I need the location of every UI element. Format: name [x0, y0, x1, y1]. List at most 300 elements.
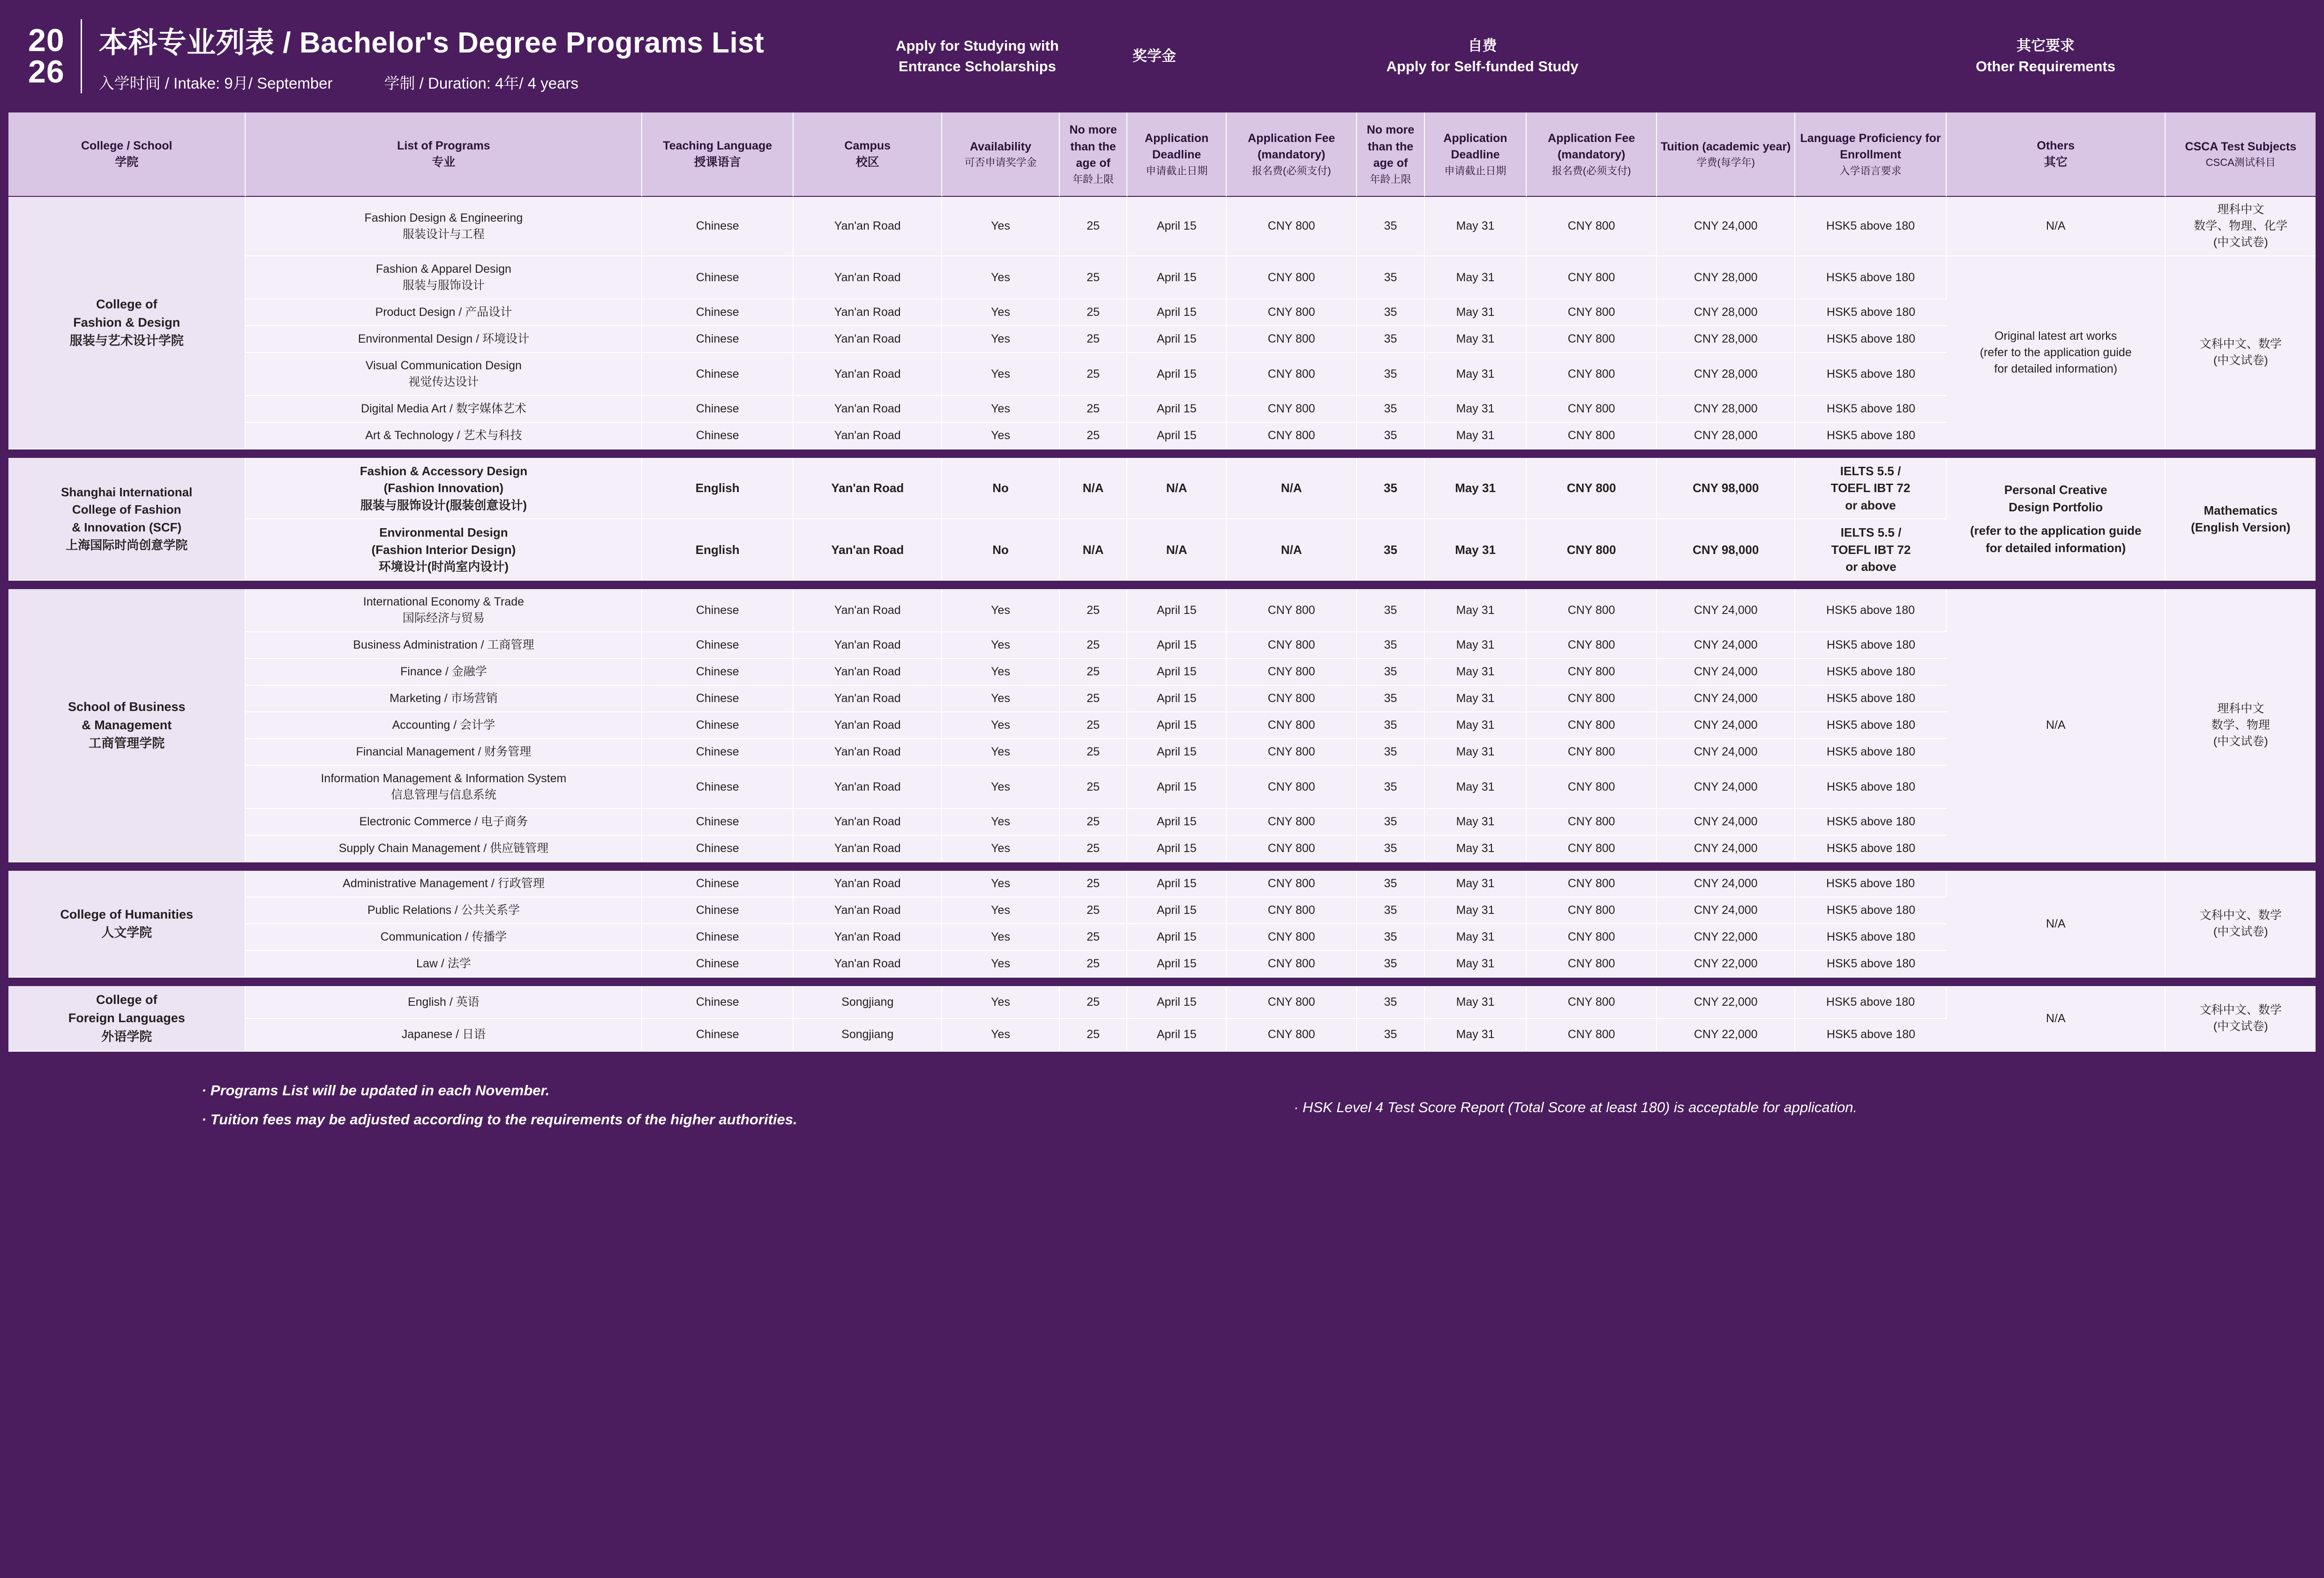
scholarship-availability-cell: Yes — [942, 766, 1059, 809]
scholarship-availability-cell: No — [942, 458, 1059, 519]
teaching-language-cell: Chinese — [642, 836, 794, 862]
campus-cell: Yan'an Road — [794, 739, 942, 766]
duration-text: 学制 / Duration: 4年/ 4 years — [384, 75, 578, 92]
program-name-cell: Communication / 传播学 — [246, 924, 642, 951]
program-name-cell: Art & Technology / 艺术与科技 — [246, 423, 642, 449]
language-proficiency-cell: HSK5 above 180 — [1795, 353, 1947, 396]
teaching-language-cell: Chinese — [642, 353, 794, 396]
tuition-cell: CNY 24,000 — [1657, 589, 1795, 632]
col-header-campus: Campus 校区 — [794, 112, 942, 197]
table-row[interactable] — [8, 458, 2316, 519]
language-proficiency-cell: HSK5 above 180 — [1795, 423, 1947, 449]
header-row — [8, 112, 2316, 197]
teaching-language-cell: Chinese — [642, 809, 794, 836]
col-header-others: Others 其它 — [1947, 112, 2166, 197]
scholarship-deadline-cell: April 15 — [1127, 632, 1226, 659]
selffunded-deadline-cell: May 31 — [1425, 659, 1527, 686]
group-spacer — [8, 581, 2316, 589]
campus-cell: Yan'an Road — [794, 589, 942, 632]
scholarship-deadline-cell: April 15 — [1127, 712, 1226, 739]
programs-table — [8, 112, 2316, 1052]
selffunded-application-fee-cell: CNY 800 — [1527, 897, 1657, 924]
program-name-cell: Fashion & Apparel Design 服装与服饰设计 — [246, 256, 642, 299]
teaching-language-cell: Chinese — [642, 986, 794, 1019]
language-proficiency-cell: HSK5 above 180 — [1795, 197, 1947, 256]
scholarship-age-limit-cell: N/A — [1060, 519, 1128, 581]
selffunded-age-limit-cell: 35 — [1357, 739, 1425, 766]
selffunded-deadline-cell: May 31 — [1425, 836, 1527, 862]
scholarship-availability-cell: Yes — [942, 686, 1059, 712]
group-spacer — [8, 862, 2316, 871]
footer-notes-left — [28, 1076, 1294, 1134]
selffunded-age-limit-cell: 35 — [1357, 197, 1425, 256]
teaching-language-cell: Chinese — [642, 739, 794, 766]
selffunded-age-limit-cell: 35 — [1357, 299, 1425, 326]
scholarship-age-limit-cell: 25 — [1060, 924, 1128, 951]
campus-cell: Yan'an Road — [794, 256, 942, 299]
language-proficiency-cell: HSK5 above 180 — [1795, 739, 1947, 766]
spacer-cell — [8, 449, 2316, 458]
page-title: 本科专业列表 / Bachelor's Degree Programs List — [98, 27, 765, 59]
campus-cell: Yan'an Road — [794, 924, 942, 951]
selffunded-age-limit-cell: 35 — [1357, 766, 1425, 809]
scholarship-availability-cell: Yes — [942, 589, 1059, 632]
program-name-cell: International Economy & Trade 国际经济与贸易 — [246, 589, 642, 632]
selffunded-age-limit-cell: 35 — [1357, 871, 1425, 897]
program-name-cell: Marketing / 市场营销 — [246, 686, 642, 712]
csca-subjects-cell: 文科中文、数学 (中文试卷) — [2166, 871, 2316, 978]
selffunded-age-limit-cell: 35 — [1357, 423, 1425, 449]
scholarship-deadline-cell: April 15 — [1127, 986, 1226, 1019]
selffunded-application-fee-cell: CNY 800 — [1527, 871, 1657, 897]
teaching-language-cell: Chinese — [642, 423, 794, 449]
selffunded-application-fee-cell: CNY 800 — [1527, 809, 1657, 836]
other-requirements-cell: Original latest art works (refer to the application guide for detailed information) — [1947, 256, 2166, 449]
group-spacer — [8, 978, 2316, 986]
language-proficiency-cell: HSK5 above 180 — [1795, 632, 1947, 659]
scholarship-availability-cell: Yes — [942, 739, 1059, 766]
year-bottom: 26 — [28, 54, 65, 90]
scholarship-application-fee-cell: N/A — [1227, 519, 1357, 581]
other-requirements-cell: N/A — [1947, 986, 2166, 1051]
campus-cell: Songjiang — [794, 986, 942, 1019]
language-proficiency-cell: HSK5 above 180 — [1795, 836, 1947, 862]
program-name-cell: Finance / 金融学 — [246, 659, 642, 686]
col-header-college: College / School 学院 — [8, 112, 246, 197]
tuition-cell: CNY 24,000 — [1657, 659, 1795, 686]
selffunded-age-limit-cell: 35 — [1357, 809, 1425, 836]
language-proficiency-cell: HSK5 above 180 — [1795, 712, 1947, 739]
group-spacer — [8, 449, 2316, 458]
language-proficiency-cell: HSK5 above 180 — [1795, 396, 1947, 423]
scholarship-availability-cell: Yes — [942, 924, 1059, 951]
selffunded-application-fee-cell: CNY 800 — [1527, 458, 1657, 519]
col-header-fee-scholarship: Application Fee (mandatory) 报名费(必须支付) — [1227, 112, 1357, 197]
scholarship-availability-cell: Yes — [942, 809, 1059, 836]
selffunded-age-limit-cell: 35 — [1357, 396, 1425, 423]
selffunded-age-limit-cell: 35 — [1357, 1019, 1425, 1052]
scholarship-deadline-cell: April 15 — [1127, 836, 1226, 862]
scholarship-application-fee-cell: CNY 800 — [1227, 256, 1357, 299]
campus-cell: Yan'an Road — [794, 836, 942, 862]
col-header-programs: List of Programs 专业 — [246, 112, 642, 197]
scholarship-deadline-cell: April 15 — [1127, 686, 1226, 712]
scholarship-age-limit-cell: 25 — [1060, 197, 1128, 256]
campus-cell: Yan'an Road — [794, 712, 942, 739]
selffunded-deadline-cell: May 31 — [1425, 396, 1527, 423]
selffunded-deadline-cell: May 31 — [1425, 458, 1527, 519]
banner-col-selffunded — [1198, 0, 1767, 112]
scholarship-age-limit-cell: 25 — [1060, 396, 1128, 423]
title-subline — [99, 71, 765, 93]
tuition-cell: CNY 24,000 — [1657, 766, 1795, 809]
selffunded-age-limit-cell: 35 — [1357, 986, 1425, 1019]
selffunded-deadline-cell: May 31 — [1425, 686, 1527, 712]
programs-table-wrap — [0, 112, 2324, 1052]
scholarship-application-fee-cell: CNY 800 — [1227, 423, 1357, 449]
banner-col-other — [1767, 0, 2324, 112]
program-name-cell: Digital Media Art / 数字媒体艺术 — [246, 396, 642, 423]
program-name-cell: Law / 法学 — [246, 951, 642, 978]
tuition-cell: CNY 24,000 — [1657, 897, 1795, 924]
tuition-cell: CNY 28,000 — [1657, 396, 1795, 423]
table-header — [8, 112, 2316, 197]
teaching-language-cell: Chinese — [642, 632, 794, 659]
selffunded-age-limit-cell: 35 — [1357, 951, 1425, 978]
scholarship-application-fee-cell: CNY 800 — [1227, 951, 1357, 978]
language-proficiency-cell: HSK5 above 180 — [1795, 951, 1947, 978]
language-proficiency-cell: HSK5 above 180 — [1795, 924, 1947, 951]
tuition-cell: CNY 22,000 — [1657, 1019, 1795, 1052]
scholarship-availability-cell: Yes — [942, 299, 1059, 326]
tuition-cell: CNY 98,000 — [1657, 458, 1795, 519]
scholarship-deadline-cell: April 15 — [1127, 326, 1226, 353]
scholarship-availability-cell: Yes — [942, 986, 1059, 1019]
selffunded-deadline-cell: May 31 — [1425, 809, 1527, 836]
col-header-fee-selffunded: Application Fee (mandatory) 报名费(必须支付) — [1527, 112, 1657, 197]
page-banner — [0, 0, 2324, 112]
program-name-cell: English / 英语 — [246, 986, 642, 1019]
scholarship-deadline-cell: April 15 — [1127, 197, 1226, 256]
tuition-cell: CNY 24,000 — [1657, 686, 1795, 712]
tuition-cell: CNY 24,000 — [1657, 809, 1795, 836]
col-header-deadline-selffunded: Application Deadline 申请截止日期 — [1425, 112, 1527, 197]
teaching-language-cell: Chinese — [642, 766, 794, 809]
csca-subjects-cell: 理科中文 数学、物理 (中文试卷) — [2166, 589, 2316, 862]
teaching-language-cell: English — [642, 519, 794, 581]
campus-cell: Yan'an Road — [794, 686, 942, 712]
year-top: 20 — [28, 22, 65, 59]
scholarship-deadline-cell: April 15 — [1127, 396, 1226, 423]
tuition-cell: CNY 22,000 — [1657, 986, 1795, 1019]
scholarship-availability-cell: Yes — [942, 353, 1059, 396]
scholarship-age-limit-cell: 25 — [1060, 589, 1128, 632]
scholarship-deadline-cell: April 15 — [1127, 809, 1226, 836]
teaching-language-cell: Chinese — [642, 197, 794, 256]
selffunded-application-fee-cell: CNY 800 — [1527, 1019, 1657, 1052]
banner-selffunded-line1: 自费 — [1468, 37, 1497, 54]
selffunded-deadline-cell: May 31 — [1425, 519, 1527, 581]
selffunded-deadline-cell: May 31 — [1425, 951, 1527, 978]
scholarship-availability-cell: Yes — [942, 712, 1059, 739]
csca-subjects-cell: Mathematics (English Version) — [2166, 458, 2316, 581]
program-name-cell: Administrative Management / 行政管理 — [246, 871, 642, 897]
tuition-cell: CNY 22,000 — [1657, 951, 1795, 978]
campus-cell: Yan'an Road — [794, 871, 942, 897]
scholarship-application-fee-cell: CNY 800 — [1227, 589, 1357, 632]
col-header-deadline-scholarship: Application Deadline 申请截止日期 — [1127, 112, 1226, 197]
program-name-cell: Business Administration / 工商管理 — [246, 632, 642, 659]
program-name-cell: Supply Chain Management / 供应链管理 — [246, 836, 642, 862]
scholarship-deadline-cell: April 15 — [1127, 897, 1226, 924]
tuition-cell: CNY 24,000 — [1657, 632, 1795, 659]
tuition-cell: CNY 28,000 — [1657, 326, 1795, 353]
scholarship-application-fee-cell: CNY 800 — [1227, 632, 1357, 659]
campus-cell: Yan'an Road — [794, 809, 942, 836]
table-row[interactable] — [8, 256, 2316, 299]
scholarship-application-fee-cell: CNY 800 — [1227, 739, 1357, 766]
selffunded-age-limit-cell: 35 — [1357, 836, 1425, 862]
teaching-language-cell: Chinese — [642, 299, 794, 326]
selffunded-deadline-cell: May 31 — [1425, 632, 1527, 659]
scholarship-application-fee-cell: CNY 800 — [1227, 712, 1357, 739]
campus-cell: Yan'an Road — [794, 299, 942, 326]
spacer-cell — [8, 862, 2316, 871]
scholarship-availability-cell: Yes — [942, 632, 1059, 659]
program-name-cell: Information Management & Information System 信息管理与信息系统 — [246, 766, 642, 809]
col-header-age-selffunded: No more than the age of 年龄上限 — [1357, 112, 1425, 197]
table-row[interactable] — [8, 197, 2316, 256]
selffunded-age-limit-cell: 35 — [1357, 924, 1425, 951]
scholarship-age-limit-cell: 25 — [1060, 632, 1128, 659]
scholarship-availability-cell: Yes — [942, 836, 1059, 862]
selffunded-application-fee-cell: CNY 800 — [1527, 986, 1657, 1019]
selffunded-age-limit-cell: 35 — [1357, 712, 1425, 739]
tuition-cell: CNY 28,000 — [1657, 353, 1795, 396]
banner-scholarship-line1: Apply for Studying with — [896, 37, 1059, 54]
scholarship-age-limit-cell: N/A — [1060, 458, 1128, 519]
scholarship-application-fee-cell: CNY 800 — [1227, 659, 1357, 686]
scholarship-application-fee-cell: CNY 800 — [1227, 686, 1357, 712]
selffunded-application-fee-cell: CNY 800 — [1527, 589, 1657, 632]
program-name-cell: Financial Management / 财务管理 — [246, 739, 642, 766]
selffunded-application-fee-cell: CNY 800 — [1527, 353, 1657, 396]
campus-cell: Yan'an Road — [794, 326, 942, 353]
language-proficiency-cell: HSK5 above 180 — [1795, 256, 1947, 299]
language-proficiency-cell: HSK5 above 180 — [1795, 1019, 1947, 1052]
scholarship-deadline-cell: N/A — [1127, 458, 1226, 519]
college-name-cell: College of Fashion & Design 服装与艺术设计学院 — [8, 197, 246, 449]
college-name-cell: Shanghai International College of Fashion & Innovation (SCF) 上海国际时尚创意学院 — [8, 458, 246, 581]
scholarship-application-fee-cell: N/A — [1227, 458, 1357, 519]
selffunded-application-fee-cell: CNY 800 — [1527, 951, 1657, 978]
language-proficiency-cell: HSK5 above 180 — [1795, 326, 1947, 353]
tuition-cell: CNY 22,000 — [1657, 924, 1795, 951]
teaching-language-cell: Chinese — [642, 659, 794, 686]
table-row[interactable] — [8, 589, 2316, 632]
banner-other-line2: Other Requirements — [1975, 58, 2115, 75]
scholarship-age-limit-cell: 25 — [1060, 951, 1128, 978]
scholarship-age-limit-cell: 25 — [1060, 659, 1128, 686]
tuition-cell: CNY 24,000 — [1657, 712, 1795, 739]
language-proficiency-cell: HSK5 above 180 — [1795, 686, 1947, 712]
col-header-availability: Availability 可否申请奖学金 — [942, 112, 1059, 197]
selffunded-application-fee-cell: CNY 800 — [1527, 712, 1657, 739]
other-requirements-cell: N/A — [1947, 589, 2166, 862]
program-name-cell: Public Relations / 公共关系学 — [246, 897, 642, 924]
scholarship-deadline-cell: April 15 — [1127, 924, 1226, 951]
scholarship-age-limit-cell: 25 — [1060, 299, 1128, 326]
language-proficiency-cell: HSK5 above 180 — [1795, 659, 1947, 686]
program-name-cell: Visual Communication Design 视觉传达设计 — [246, 353, 642, 396]
selffunded-deadline-cell: May 31 — [1425, 986, 1527, 1019]
scholarship-deadline-cell: April 15 — [1127, 423, 1226, 449]
selffunded-application-fee-cell: CNY 800 — [1527, 924, 1657, 951]
language-proficiency-cell: HSK5 above 180 — [1795, 589, 1947, 632]
spacer-cell — [8, 581, 2316, 589]
col-header-language: Teaching Language 授课语言 — [642, 112, 794, 197]
language-proficiency-cell: IELTS 5.5 / TOEFL IBT 72 or above — [1795, 519, 1947, 581]
scholarship-age-limit-cell: 25 — [1060, 871, 1128, 897]
selffunded-age-limit-cell: 35 — [1357, 519, 1425, 581]
selffunded-application-fee-cell: CNY 800 — [1527, 326, 1657, 353]
scholarship-deadline-cell: April 15 — [1127, 739, 1226, 766]
scholarship-deadline-cell: April 15 — [1127, 256, 1226, 299]
csca-subjects-cell: 文科中文、数学 (中文试卷) — [2166, 986, 2316, 1051]
college-name-cell: College of Humanities 人文学院 — [8, 871, 246, 978]
teaching-language-cell: Chinese — [642, 897, 794, 924]
scholarship-age-limit-cell: 25 — [1060, 986, 1128, 1019]
scholarship-age-limit-cell: 25 — [1060, 739, 1128, 766]
selffunded-age-limit-cell: 35 — [1357, 353, 1425, 396]
scholarship-age-limit-cell: 25 — [1060, 1019, 1128, 1052]
scholarship-age-limit-cell: 25 — [1060, 712, 1128, 739]
campus-cell: Yan'an Road — [794, 396, 942, 423]
language-proficiency-cell: HSK5 above 180 — [1795, 809, 1947, 836]
intake-text: 入学时间 / Intake: 9月/ September — [98, 75, 333, 92]
scholarship-application-fee-cell: CNY 800 — [1227, 836, 1357, 862]
selffunded-deadline-cell: May 31 — [1425, 423, 1527, 449]
scholarship-deadline-cell: April 15 — [1127, 951, 1226, 978]
scholarship-availability-cell: Yes — [942, 423, 1059, 449]
selffunded-application-fee-cell: CNY 800 — [1527, 739, 1657, 766]
selffunded-deadline-cell: May 31 — [1425, 924, 1527, 951]
other-requirements-cell: N/A — [1947, 197, 2166, 256]
footer-notes-right — [1294, 1076, 2296, 1122]
banner-col-scholarship — [844, 0, 1111, 112]
selffunded-deadline-cell: May 31 — [1425, 256, 1527, 299]
other-requirements-cell: N/A — [1947, 871, 2166, 978]
college-name-cell: School of Business & Management 工商管理学院 — [8, 589, 246, 862]
scholarship-application-fee-cell: CNY 800 — [1227, 809, 1357, 836]
selffunded-age-limit-cell: 35 — [1357, 589, 1425, 632]
selffunded-deadline-cell: May 31 — [1425, 353, 1527, 396]
scholarship-availability-cell: Yes — [942, 1019, 1059, 1052]
scholarship-availability-cell: Yes — [942, 256, 1059, 299]
campus-cell: Yan'an Road — [794, 458, 942, 519]
selffunded-application-fee-cell: CNY 800 — [1527, 299, 1657, 326]
scholarship-application-fee-cell: CNY 800 — [1227, 1019, 1357, 1052]
scholarship-availability-cell: Yes — [942, 396, 1059, 423]
selffunded-deadline-cell: May 31 — [1425, 766, 1527, 809]
program-name-cell: Accounting / 会计学 — [246, 712, 642, 739]
scholarship-application-fee-cell: CNY 800 — [1227, 299, 1357, 326]
banner-other-line1: 其它要求 — [2017, 37, 2075, 54]
col-header-age-scholarship: No more than the age of 年龄上限 — [1060, 112, 1128, 197]
tuition-cell: CNY 28,000 — [1657, 423, 1795, 449]
scholarship-application-fee-cell: CNY 800 — [1227, 924, 1357, 951]
teaching-language-cell: Chinese — [642, 589, 794, 632]
scholarship-application-fee-cell: CNY 800 — [1227, 766, 1357, 809]
tuition-cell: CNY 28,000 — [1657, 299, 1795, 326]
campus-cell: Yan'an Road — [794, 197, 942, 256]
scholarship-availability-cell: Yes — [942, 197, 1059, 256]
teaching-language-cell: Chinese — [642, 1019, 794, 1052]
teaching-language-cell: Chinese — [642, 396, 794, 423]
table-body — [8, 197, 2316, 1052]
scholarship-application-fee-cell: CNY 800 — [1227, 871, 1357, 897]
language-proficiency-cell: HSK5 above 180 — [1795, 299, 1947, 326]
selffunded-age-limit-cell: 35 — [1357, 326, 1425, 353]
campus-cell: Yan'an Road — [794, 423, 942, 449]
tuition-cell: CNY 24,000 — [1657, 197, 1795, 256]
selffunded-age-limit-cell: 35 — [1357, 458, 1425, 519]
selffunded-application-fee-cell: CNY 800 — [1527, 423, 1657, 449]
scholarship-age-limit-cell: 25 — [1060, 897, 1128, 924]
college-name-cell: College of Foreign Languages 外语学院 — [8, 986, 246, 1051]
campus-cell: Songjiang — [794, 1019, 942, 1052]
scholarship-application-fee-cell: CNY 800 — [1227, 396, 1357, 423]
scholarship-application-fee-cell: CNY 800 — [1227, 353, 1357, 396]
other-requirements-cell: Personal Creative Design Portfolio (refer to the application guide for detailed information) — [1947, 458, 2166, 581]
table-row[interactable] — [8, 986, 2316, 1019]
scholarship-deadline-cell: April 15 — [1127, 353, 1226, 396]
page-footer — [0, 1052, 2324, 1578]
selffunded-application-fee-cell: CNY 800 — [1527, 659, 1657, 686]
teaching-language-cell: Chinese — [642, 951, 794, 978]
title-block — [81, 19, 765, 93]
year-block — [28, 22, 81, 90]
scholarship-deadline-cell: April 15 — [1127, 589, 1226, 632]
selffunded-deadline-cell: May 31 — [1425, 712, 1527, 739]
selffunded-deadline-cell: May 31 — [1425, 589, 1527, 632]
selffunded-deadline-cell: May 31 — [1425, 739, 1527, 766]
language-proficiency-cell: HSK5 above 180 — [1795, 871, 1947, 897]
tuition-cell: CNY 98,000 — [1657, 519, 1795, 581]
language-proficiency-cell: HSK5 above 180 — [1795, 986, 1947, 1019]
scholarship-application-fee-cell: CNY 800 — [1227, 986, 1357, 1019]
footer-note-2: · Tuition fees may be adjusted according to the requirements of the higher authorities. — [202, 1111, 797, 1128]
selffunded-application-fee-cell: CNY 800 — [1527, 396, 1657, 423]
footer-note-1: · Programs List will be updated in each November. — [202, 1082, 550, 1099]
selffunded-age-limit-cell: 35 — [1357, 632, 1425, 659]
scholarship-deadline-cell: April 15 — [1127, 659, 1226, 686]
selffunded-deadline-cell: May 31 — [1425, 299, 1527, 326]
teaching-language-cell: Chinese — [642, 924, 794, 951]
program-name-cell: Fashion & Accessory Design (Fashion Innovation) 服装与服饰设计(服装创意设计) — [246, 458, 642, 519]
tuition-cell: CNY 24,000 — [1657, 739, 1795, 766]
scholarship-application-fee-cell: CNY 800 — [1227, 326, 1357, 353]
scholarship-age-limit-cell: 25 — [1060, 326, 1128, 353]
program-name-cell: Japanese / 日语 — [246, 1019, 642, 1052]
program-name-cell: Environmental Design / 环境设计 — [246, 326, 642, 353]
banner-scholarship-line2: Entrance Scholarships — [899, 58, 1056, 75]
teaching-language-cell: English — [642, 458, 794, 519]
program-name-cell: Product Design / 产品设计 — [246, 299, 642, 326]
table-row[interactable] — [8, 871, 2316, 897]
teaching-language-cell: Chinese — [642, 686, 794, 712]
program-name-cell: Fashion Design & Engineering 服装设计与工程 — [246, 197, 642, 256]
